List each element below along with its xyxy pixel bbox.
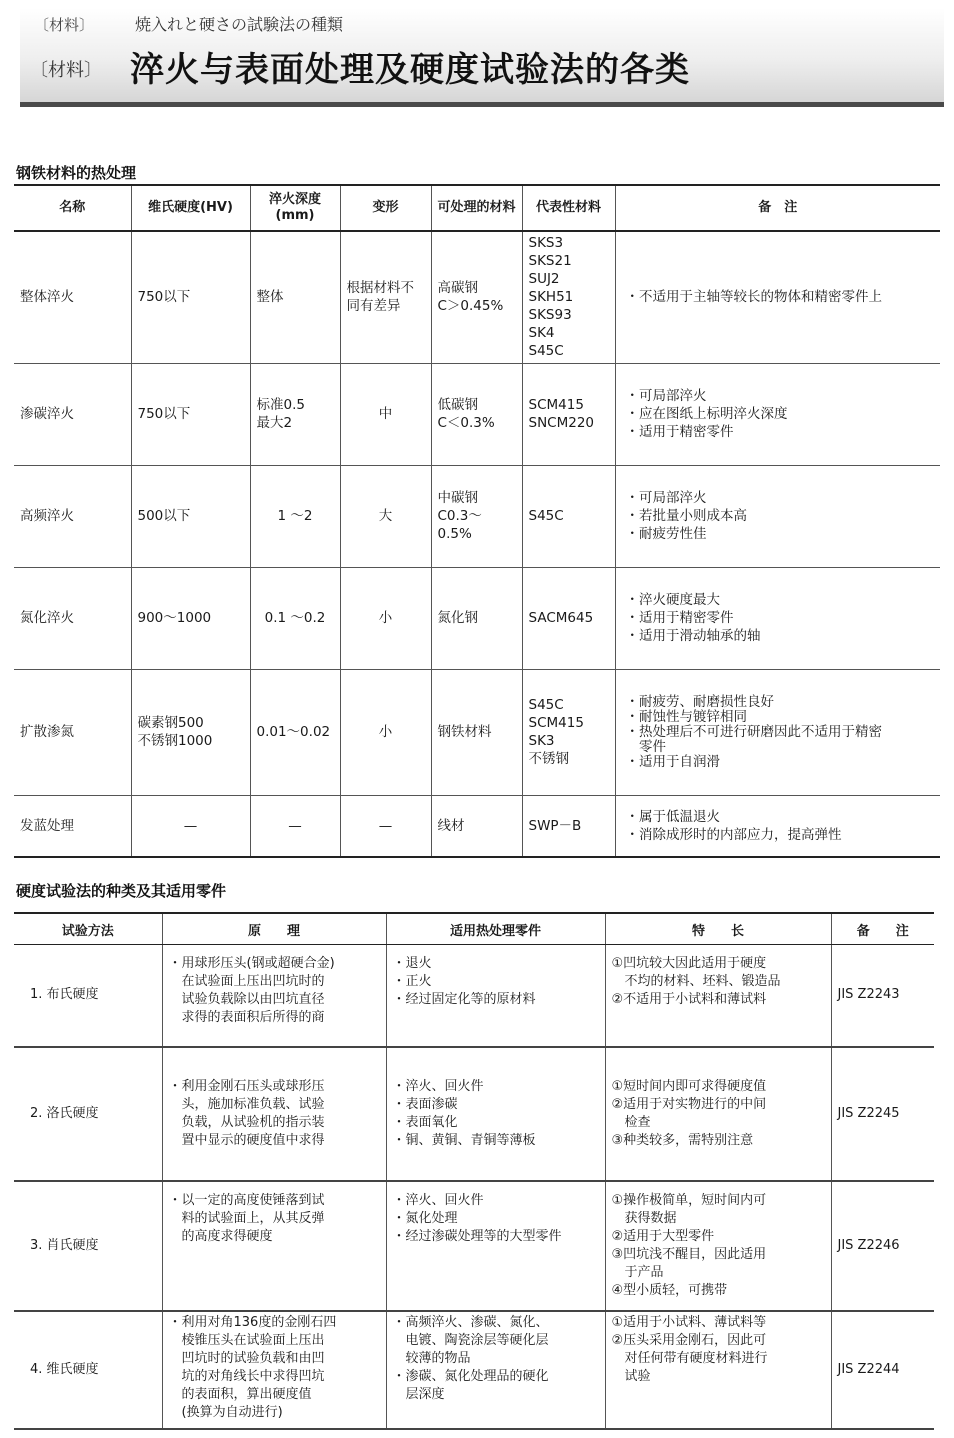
line: ・属于低温退火 [625, 808, 720, 825]
typical [522, 669, 615, 795]
table2-header-row [14, 913, 934, 945]
line: 中碳钢 [437, 490, 478, 506]
features [605, 1181, 831, 1311]
line: 置中显示的硬度值中求得 [168, 1132, 325, 1148]
col-depth: 淬火深度(mm) [250, 185, 340, 231]
line: SK3 [528, 733, 555, 749]
depth: 1 ～2 [250, 465, 340, 567]
features [605, 1047, 831, 1181]
line: 零件 [625, 738, 666, 755]
page-title: 淬火与表面处理及硬度试验法的各类 [130, 50, 690, 90]
line: ①适用于小试料、薄试料等 [611, 1314, 767, 1330]
hardness: 500以下 [131, 465, 250, 567]
line: ・耐疲劳、耐磨损性良好 [625, 693, 774, 710]
notes [615, 795, 940, 857]
line: 头，施加标准负载、试验 [168, 1096, 325, 1112]
line: ・可局部淬火 [625, 388, 707, 404]
line: ・若批量小则成本高 [625, 508, 747, 524]
line: ①短时间内即可求得硬度值 [611, 1078, 767, 1094]
table-row [14, 1181, 934, 1311]
hardness: 750以下 [131, 231, 250, 363]
materials [431, 363, 522, 465]
col-principle: 原 理 [162, 913, 386, 945]
depth: 0.01～0.02 [250, 669, 340, 795]
col-materials: 可处理的材料 [431, 185, 522, 231]
line: ・耐蚀性与镀锌相同 [625, 708, 747, 725]
line: ・淬火、回火件 [392, 1192, 484, 1208]
table1-header-row [14, 185, 940, 231]
line: ・氮化处理 [392, 1210, 458, 1226]
table-row [14, 231, 940, 363]
features [605, 1311, 831, 1429]
line: ・适用于滑动轴承的轴 [625, 628, 761, 644]
deform [340, 231, 431, 363]
line: ・利用对角136度的金刚石四 [168, 1314, 337, 1330]
line: 的高度求得硬度 [168, 1228, 273, 1244]
test-method: 2. 洛氏硬度 [14, 1047, 162, 1181]
principle [162, 945, 386, 1047]
line: ・经过固定化等的原材料 [392, 992, 536, 1007]
deform: 大 [340, 465, 431, 567]
line: 在试验面上压出凹坑时的 [168, 974, 325, 989]
line: 碳素钢500 [137, 715, 204, 731]
line: 低碳钢 [437, 397, 478, 413]
col-method: 试验方法 [14, 913, 162, 945]
applicable-parts [386, 1181, 605, 1311]
table-row [14, 1311, 934, 1429]
line: SKS3 [528, 235, 564, 252]
line: ・适用于精密零件 [625, 610, 734, 626]
line: ③种类较多，需特别注意 [611, 1132, 754, 1148]
line: 标准0.5 [256, 397, 305, 413]
col-features: 特 长 [605, 913, 831, 945]
standard-remark: JIS Z2246 [831, 1181, 934, 1311]
col-hardness: 维氏硬度(HV) [131, 185, 250, 231]
test-method: 4. 维氏硬度 [14, 1311, 162, 1429]
line: 不锈钢1000 [137, 733, 213, 749]
category-tag-cn: 〔材料〕 [30, 60, 102, 81]
line: 获得数据 [611, 1210, 677, 1226]
line: ・可局部淬火 [625, 490, 707, 506]
hardness-test-table [14, 912, 934, 1430]
line: ・应在图纸上标明淬火深度 [625, 406, 788, 422]
method-name: 渗碳淬火 [14, 363, 131, 465]
line: ④型小质轻，可携带 [611, 1282, 728, 1298]
materials: 线材 [431, 795, 522, 857]
line: 对任何带有硬度材料进行 [611, 1350, 768, 1366]
depth: 0.1 ～0.2 [250, 567, 340, 669]
line: ・经过渗碳处理等的大型零件 [392, 1228, 562, 1244]
line: ・淬火硬度最大 [625, 592, 720, 608]
deform: 中 [340, 363, 431, 465]
typical [522, 231, 615, 363]
line: 求得的表面积后所得的商 [168, 1010, 325, 1025]
typical: SACM645 [522, 567, 615, 669]
materials: 氮化钢 [431, 567, 522, 669]
line: SNCM220 [528, 415, 595, 431]
table-row [14, 945, 934, 1047]
line: C0.3～ [437, 508, 482, 524]
line: ・渗碳、氮化处理品的硬化 [392, 1368, 549, 1384]
notes [615, 363, 940, 465]
deform: — [340, 795, 431, 857]
line: 最大2 [256, 415, 293, 431]
line: ・耐疲劳性佳 [625, 526, 707, 542]
col-name: 名称 [14, 185, 131, 231]
heat-treatment-table [14, 184, 940, 858]
line: 0.5% [437, 526, 472, 542]
table-row [14, 363, 940, 465]
line: SCM415 [528, 715, 584, 731]
standard-remark: JIS Z2243 [831, 945, 934, 1047]
line: ②不适用于小试料和薄试料 [611, 992, 767, 1007]
line: 料的试验面上，从其反弹 [168, 1210, 325, 1226]
table-row [14, 795, 940, 857]
line: ・利用金刚石压头或球形压 [168, 1078, 325, 1094]
table-row [14, 669, 940, 795]
materials [431, 231, 522, 363]
line: ・热处理后不可进行研磨因此不适用于精密 [625, 723, 882, 740]
applicable-parts [386, 1311, 605, 1429]
line: ③凹坑浅不醒目，因此适用 [611, 1246, 767, 1262]
notes [615, 669, 940, 795]
standard-remark: JIS Z2245 [831, 1047, 934, 1181]
line: 的表面积，算出硬度值 [168, 1386, 312, 1402]
typical: SWP－B [522, 795, 615, 857]
hardness [131, 669, 250, 795]
depth: — [250, 795, 340, 857]
method-name: 扩散渗氮 [14, 669, 131, 795]
col-typical: 代表性材料 [522, 185, 615, 231]
line: ・表面氧化 [392, 1114, 458, 1130]
line: C＞0.45% [437, 298, 504, 315]
typical [522, 363, 615, 465]
line: 较薄的物品 [392, 1350, 471, 1366]
deform: 小 [340, 567, 431, 669]
line: ・高频淬火、渗碳、氮化、 [392, 1314, 549, 1330]
subtitle-jp: 焼入れと硬さの試験法の種類 [135, 15, 344, 34]
line: 不锈钢 [528, 751, 569, 767]
line: SKS21 [528, 253, 572, 270]
line: SK4 [528, 325, 555, 342]
line: S45C [528, 697, 564, 713]
line: 同有差异 [346, 298, 401, 315]
notes [615, 465, 940, 567]
principle [162, 1181, 386, 1311]
hardness: 900～1000 [131, 567, 250, 669]
category-tag-jp: 〔材料〕 [34, 16, 95, 34]
line: ①操作极简单，短时间内可 [611, 1192, 767, 1208]
line: 根据材料不 [346, 280, 414, 297]
line: 坑的对角线长中求得凹坑 [168, 1368, 325, 1384]
standard-remark: JIS Z2244 [831, 1311, 934, 1429]
line: ・淬火、回火件 [392, 1078, 484, 1094]
principle [162, 1047, 386, 1181]
line: ・以一定的高度使锤落到试 [168, 1192, 325, 1208]
col-parts: 适用热处理零件 [386, 913, 605, 945]
line: C＜0.3% [437, 415, 495, 431]
line: 凹坑时的试验负载和由凹 [168, 1350, 325, 1366]
line: 试验 [611, 1368, 651, 1384]
applicable-parts [386, 1047, 605, 1181]
hardness: 750以下 [131, 363, 250, 465]
line: 电镀、陶瓷涂层等硬化层 [392, 1332, 549, 1348]
col-deform: 变形 [340, 185, 431, 231]
principle [162, 1311, 386, 1429]
line: SCM415 [528, 397, 584, 413]
col-notes: 备 注 [615, 185, 940, 231]
line: ・不适用于主轴等较长的物体和精密零件上 [625, 289, 882, 306]
line: 高碳钢 [437, 280, 478, 297]
table1-title: 钢铁材料的热处理 [16, 164, 137, 182]
method-name: 氮化淬火 [14, 567, 131, 669]
line: ・正火 [392, 974, 432, 989]
line: ・铜、黄铜、青铜等薄板 [392, 1132, 536, 1148]
table-row [14, 1047, 934, 1181]
method-name: 发蓝处理 [14, 795, 131, 857]
line: ・表面渗碳 [392, 1096, 458, 1112]
line: ②适用于对实物进行的中间 [611, 1096, 767, 1112]
notes [615, 567, 940, 669]
line: (换算为自动进行) [168, 1404, 283, 1420]
line: ・适用于精密零件 [625, 424, 734, 440]
line: 层深度 [392, 1386, 445, 1402]
depth [250, 363, 340, 465]
materials [431, 465, 522, 567]
table2-title: 硬度试验法的种类及其适用零件 [16, 882, 227, 900]
line: 负载，从试验机的指示装 [168, 1114, 325, 1130]
line: SUJ2 [528, 271, 560, 288]
test-method: 1. 布氏硬度 [14, 945, 162, 1047]
applicable-parts [386, 945, 605, 1047]
line: ①凹坑较大因此适用于硬度 [611, 956, 767, 971]
line: SKS93 [528, 307, 572, 324]
materials: 钢铁材料 [431, 669, 522, 795]
depth: 整体 [250, 231, 340, 363]
typical: S45C [522, 465, 615, 567]
col-remark: 备 注 [831, 913, 934, 945]
line: 不均的材料、坯料、锻造品 [611, 974, 781, 989]
line: ・适用于自润滑 [625, 753, 720, 770]
method-name: 整体淬火 [14, 231, 131, 363]
line: ・退火 [392, 956, 432, 971]
deform: 小 [340, 669, 431, 795]
hardness: — [131, 795, 250, 857]
line: ・用球形压头(钢或超硬合金) [168, 956, 335, 971]
line: 于产品 [611, 1264, 664, 1280]
method-name: 高频淬火 [14, 465, 131, 567]
table-row [14, 567, 940, 669]
features [605, 945, 831, 1047]
line: S45C [528, 343, 564, 360]
line: ②适用于大型零件 [611, 1228, 715, 1244]
line: 检查 [611, 1114, 651, 1130]
line: 试验负载除以由凹坑直径 [168, 992, 325, 1007]
notes [615, 231, 940, 363]
line: ・消除成形时的内部应力，提高弹性 [625, 826, 842, 843]
line: 棱锥压头在试验面上压出 [168, 1332, 325, 1348]
line: ②压头采用金刚石，因此可 [611, 1332, 767, 1348]
table-row [14, 465, 940, 567]
header-banner [20, 8, 944, 107]
line: SKH51 [528, 289, 574, 306]
test-method: 3. 肖氏硬度 [14, 1181, 162, 1311]
